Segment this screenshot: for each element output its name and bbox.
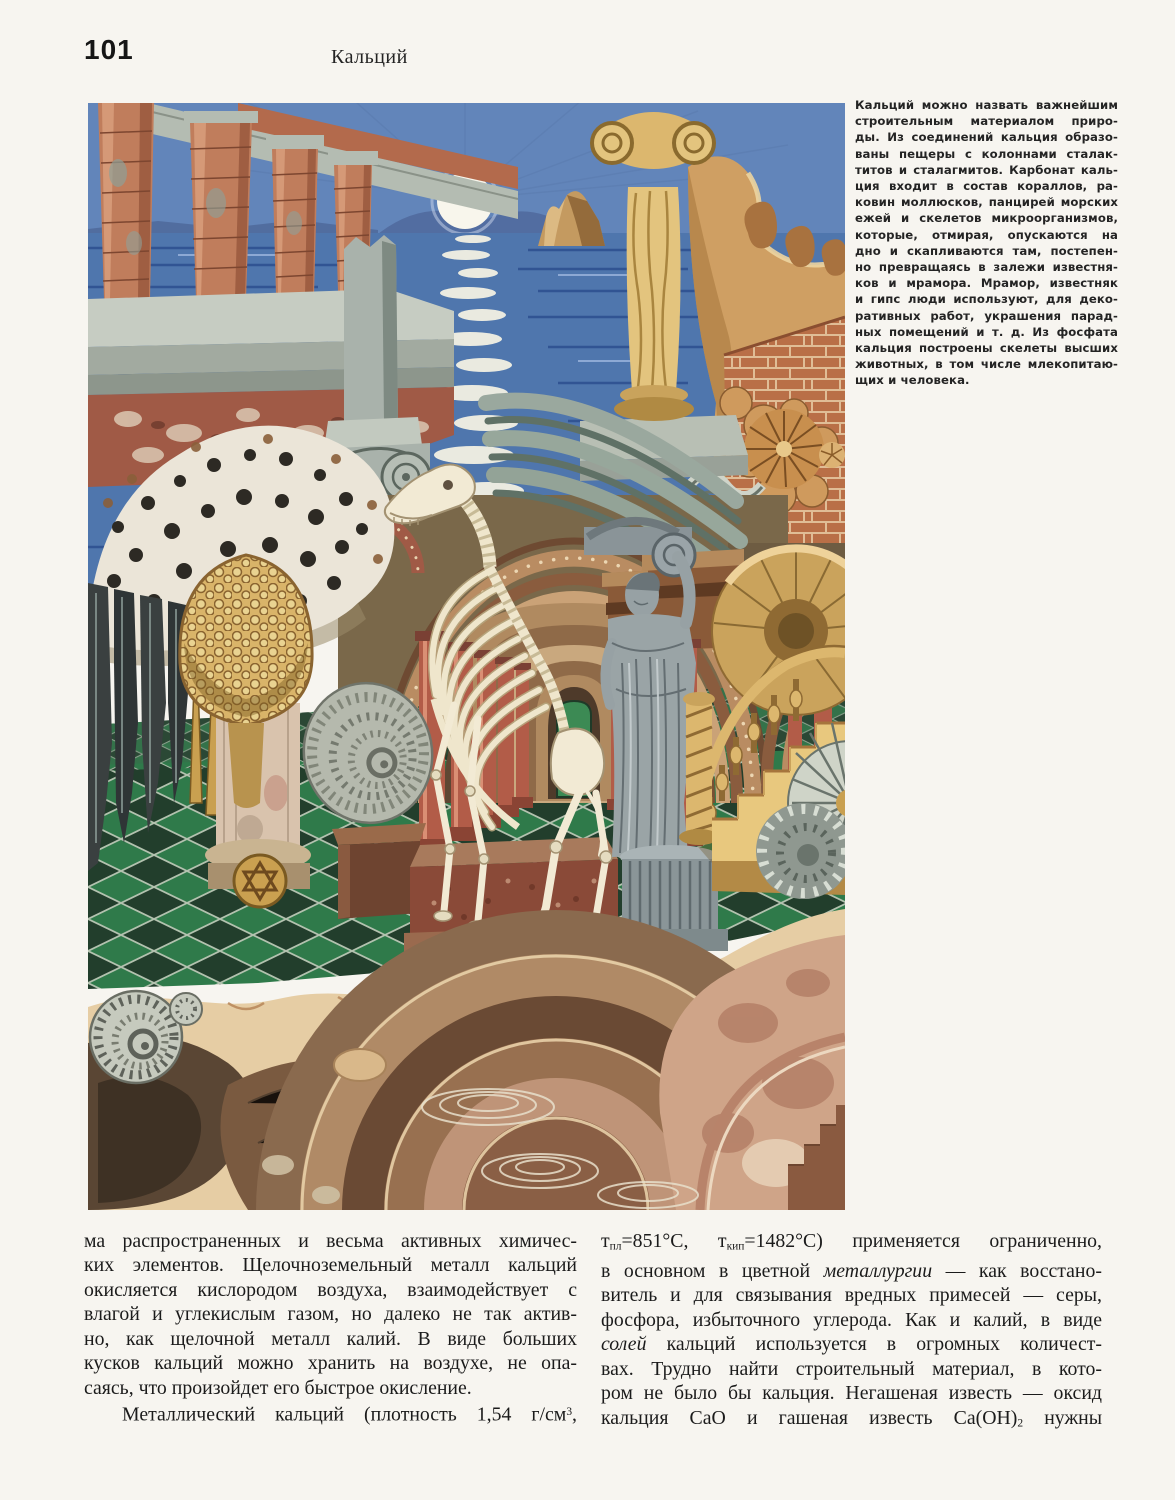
text-line: ром не было бы кальция. Негашеная известь — оксид: [601, 1382, 1102, 1405]
text-line: окисляется кислородом воздуха, взаимодействует с: [84, 1278, 577, 1301]
text-line: строительным материалом приро-: [855, 114, 1118, 129]
stone-platform: [88, 289, 454, 347]
text-line: ных помещений и т. д. Из фосфата: [855, 324, 1118, 339]
star-medallion: [234, 855, 286, 907]
text-line: Металлический кальций (плотность 1,54 $г/см^3$,: [122, 1403, 577, 1426]
text-line: ция входит в состав кораллов, ра-: [855, 179, 1118, 194]
text-line: вах. Трудно найти строительный материал, в кото-: [601, 1357, 1102, 1380]
text-line: в основном в цветной металлургии — как восстано-: [601, 1259, 1102, 1282]
text-line: ративных работ, украшения парад-: [855, 308, 1118, 323]
text-line: ков и мрамора. Мрамор, известняк: [855, 276, 1118, 291]
text-line: ваны пещеры с колоннами сталак-: [855, 146, 1118, 161]
text-line: $т_{пл}=851^\circ С$, $т_{кип}=1482^\circ С$) применяется ограниченно,: [601, 1230, 1102, 1253]
figure-caption: [855, 97, 1118, 389]
text-line: фосфора, избыточного углерода. Как и калий, в виде: [601, 1308, 1102, 1331]
text-line: титов и сталагмитов. Карбонат каль-: [855, 162, 1118, 177]
text-line: Кальций можно назвать важнейшим: [855, 98, 1118, 112]
body-column-right: [601, 1229, 1102, 1436]
text-line: но, как щелочной металл калий. В виде больших: [84, 1327, 577, 1350]
text-line: кальция построены скелеты высших: [855, 341, 1118, 356]
page-number: 101: [84, 34, 134, 65]
tan-boulder: [334, 1049, 386, 1081]
text-line: но превращаясь в залежи известня-: [855, 260, 1118, 275]
column: [98, 103, 154, 299]
text-line: ды. Из соединений кальция образо-: [855, 130, 1118, 145]
text-line: ких элементов. Щелочноземельный металл кальций: [84, 1254, 577, 1277]
text-line: ежей и скелетов микроорганизмов,: [855, 211, 1118, 226]
text-line: солей кальций используется в огромных количест-: [601, 1333, 1102, 1356]
column: [184, 111, 258, 299]
text-line: дно и скапливаются там, постепен-: [855, 243, 1118, 258]
text-line: влагой и углекислым газом, но далеко не так актив-: [84, 1303, 577, 1326]
text-line: щих и человека.: [855, 373, 970, 388]
text-line: саясь, что произойдет его быстрое окисление.: [84, 1376, 472, 1399]
text-line: ковин моллюсков, панцирей морских: [855, 195, 1118, 210]
text-line: витель и для связывания вредных примесей — серы,: [601, 1284, 1102, 1307]
running-header: Кальций: [331, 46, 408, 68]
illustration: [88, 103, 845, 1210]
text-line: животных, в том числе млекопитаю-: [855, 357, 1118, 372]
body-column-left: [84, 1229, 577, 1427]
text-line: которые, отмирая, опускаются на: [855, 227, 1118, 242]
pelvis: [551, 729, 604, 796]
text-line: кальция СаО и гашеная известь $Са(ОН)_2$ нужны: [601, 1406, 1102, 1430]
text-line: ма распространенных и весьма активных химичес-: [84, 1230, 577, 1252]
text-line: и гипс люди используют, для деко-: [855, 292, 1118, 307]
text-line: кусков кальций можно хранить на воздухе, не опа-: [84, 1352, 577, 1375]
